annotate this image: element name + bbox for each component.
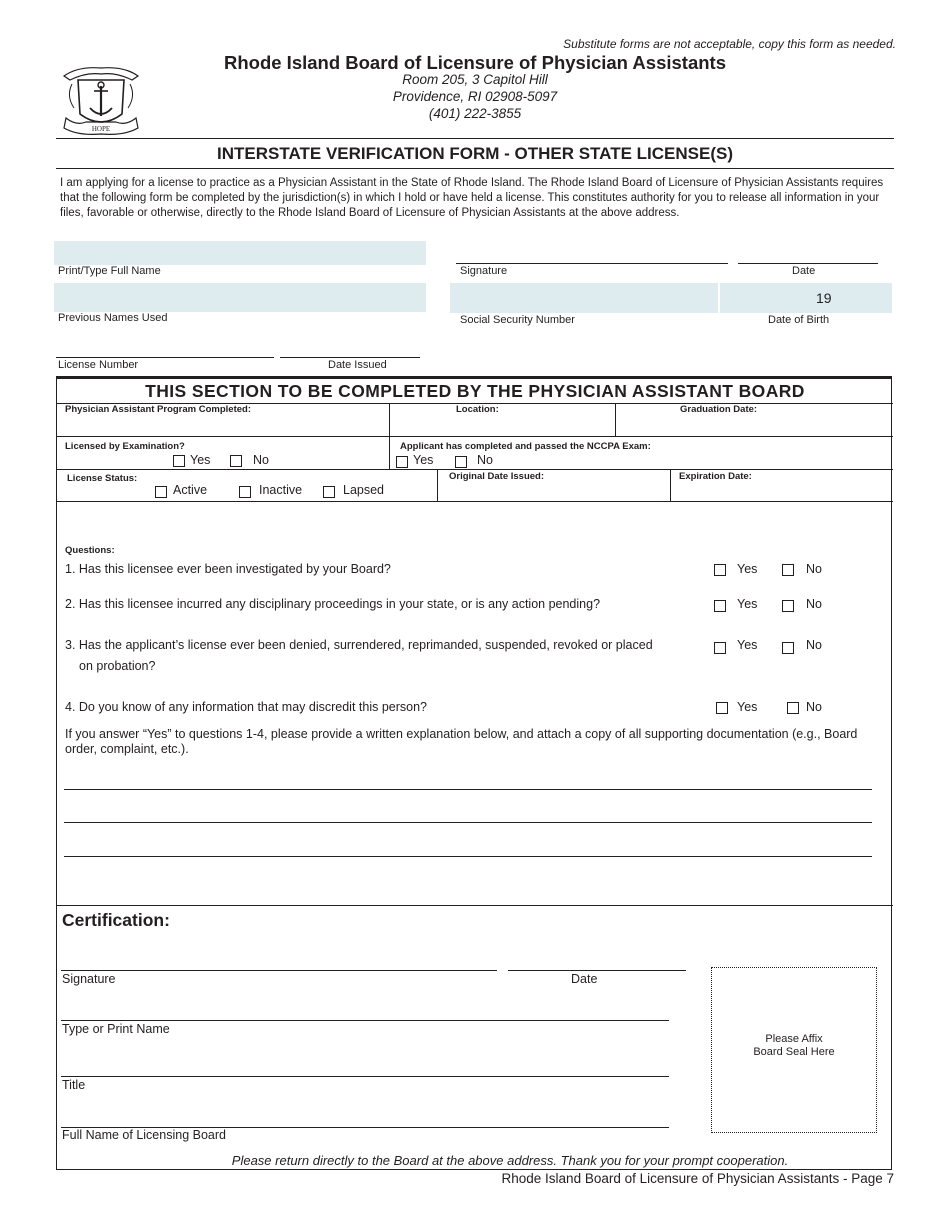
dob-label: Date of Birth (768, 314, 830, 326)
intro-paragraph: I am applying for a license to practice as a Physician Assistant in the State of Rhode Island. The Rhode Island Board of Licensure of Physician Assistants requires that the following form be completed by the jurisdiction(s) in which I hold or have held a license. This constitutes authority for you to release all information in your files, favorable or otherwise, directly to the Rhode Island Board of Licensure of Physician Assistants at the above address. (60, 177, 884, 219)
address-line-2: Providence, RI 02908-5097 (392, 89, 558, 104)
dob-field[interactable] (720, 283, 892, 313)
certification-heading: Certification: (62, 910, 170, 930)
explanation-line-1[interactable] (64, 789, 872, 790)
row1-bottom-rule (56, 436, 893, 437)
q2-yes-checkbox[interactable] (714, 600, 726, 612)
seal-motto: HOPE (91, 125, 111, 133)
certification-divider (56, 905, 893, 906)
q3-no-checkbox[interactable] (782, 642, 794, 654)
exam-no-checkbox[interactable] (230, 455, 242, 467)
applicant-signature-line[interactable] (456, 263, 728, 264)
q2-no-label: No (806, 597, 822, 611)
explanation-instructions: If you answer “Yes” to questions 1-4, please provide a written explanation below, and attach a copy of all supporting documentation (e.g., Board order, complaint, etc.). (65, 727, 858, 756)
q3-yes-label: Yes (737, 638, 758, 652)
title-bottom-rule (56, 168, 894, 169)
date-issued-label: Date Issued (328, 359, 387, 371)
status-inactive-label: Inactive (259, 483, 303, 497)
dob-value: 19 (816, 290, 832, 306)
cert-print-name-line[interactable] (61, 1020, 669, 1021)
applicant-date-line[interactable] (738, 263, 878, 264)
row2-divider (389, 436, 390, 469)
exam-yes-label: Yes (190, 453, 211, 467)
q4-no-checkbox[interactable] (787, 702, 799, 714)
explanation-line-3[interactable] (64, 856, 872, 857)
cert-title-label: Title (62, 1078, 86, 1092)
return-note: Please return directly to the Board at the above address. Thank you for your prompt cooperation. (231, 1153, 789, 1168)
nccpa-no-label: No (477, 453, 493, 467)
nccpa-no-checkbox[interactable] (455, 456, 467, 468)
exam-yes-checkbox[interactable] (173, 455, 185, 467)
license-number-label: License Number (58, 359, 139, 371)
exam-label: Licensed by Examination? (65, 441, 185, 452)
status-lapsed-checkbox[interactable] (323, 486, 335, 498)
program-label: Physician Assistant Program Completed: (65, 404, 252, 415)
title-top-rule (56, 138, 894, 139)
row1-divider-b (615, 403, 616, 436)
question-2: 2. Has this licensee incurred any disciplinary proceedings in your state, or is any action pending? (65, 597, 601, 611)
q1-yes-checkbox[interactable] (714, 564, 726, 576)
applicant-signature-label: Signature (460, 265, 508, 277)
cert-print-name-label: Type or Print Name (62, 1022, 170, 1036)
q2-yes-label: Yes (737, 597, 758, 611)
q3-yes-checkbox[interactable] (714, 642, 726, 654)
ssn-field[interactable] (450, 283, 718, 313)
cert-signature-line[interactable] (61, 970, 497, 971)
orig-issued-label: Original Date Issued: (449, 471, 545, 482)
address-line-1: Room 205, 3 Capitol Hill (402, 72, 548, 87)
status-active-label: Active (173, 483, 208, 497)
cert-board-name-label: Full Name of Licensing Board (62, 1128, 226, 1142)
page-footer: Rhode Island Board of Licensure of Physician Assistants - Page 7 (501, 1171, 894, 1186)
date-issued-line[interactable] (280, 357, 420, 358)
form-title: INTERSTATE VERIFICATION FORM - OTHER STATE LICENSE(S) (217, 144, 733, 163)
license-number-line[interactable] (56, 357, 274, 358)
q1-no-label: No (806, 562, 822, 576)
q4-yes-checkbox[interactable] (716, 702, 728, 714)
cert-date-line[interactable] (508, 970, 686, 971)
question-1: 1. Has this licensee ever been investigated by your Board? (65, 562, 391, 576)
status-active-checkbox[interactable] (155, 486, 167, 498)
previous-names-field[interactable] (54, 283, 426, 312)
status-lapsed-label: Lapsed (343, 483, 385, 497)
row3-divider-b (670, 469, 671, 502)
questions-heading: Questions: (65, 545, 115, 556)
ssn-label: Social Security Number (460, 314, 575, 326)
q3-no-label: No (806, 638, 822, 652)
phone-number: (401) 222-3855 (428, 106, 522, 121)
q1-no-checkbox[interactable] (782, 564, 794, 576)
seal-instruction-line-1: Please Affix (765, 1033, 823, 1045)
q4-yes-label: Yes (737, 700, 758, 714)
row3-divider-a (437, 469, 438, 502)
exam-no-label: No (253, 453, 269, 467)
question-3-line-2: on probation? (79, 659, 156, 673)
nccpa-yes-checkbox[interactable] (396, 456, 408, 468)
full-name-label: Print/Type Full Name (58, 265, 161, 277)
nccpa-label: Applicant has completed and passed the NCCPA Exam: (400, 441, 651, 452)
previous-names-label: Previous Names Used (58, 312, 168, 324)
board-section-title: THIS SECTION TO BE COMPLETED BY THE PHYSICIAN ASSISTANT BOARD (145, 381, 805, 401)
nccpa-yes-label: Yes (413, 453, 434, 467)
seal-instruction-line-2: Board Seal Here (753, 1046, 835, 1058)
q1-yes-label: Yes (737, 562, 758, 576)
cert-title-line[interactable] (61, 1076, 669, 1077)
q2-no-checkbox[interactable] (782, 600, 794, 612)
q4-no-label: No (806, 700, 822, 714)
question-3-line-1: 3. Has the applicant’s license ever been denied, surrendered, reprimanded, suspended, revoked or placed (65, 638, 653, 652)
graduation-label: Graduation Date: (680, 404, 758, 415)
status-label: License Status: (67, 473, 138, 484)
row1-divider-a (389, 403, 390, 436)
question-4: 4. Do you know of any information that may discredit this person? (65, 700, 427, 714)
cert-date-label: Date (571, 972, 598, 986)
explanation-line-2[interactable] (64, 822, 872, 823)
substitute-note: Substitute forms are not acceptable, copy this form as needed. (563, 37, 896, 51)
status-inactive-checkbox[interactable] (239, 486, 251, 498)
cert-signature-label: Signature (62, 972, 116, 986)
board-name: Rhode Island Board of Licensure of Physician Assistants (223, 52, 726, 73)
expiration-label: Expiration Date: (679, 471, 752, 482)
location-label: Location: (456, 404, 499, 415)
row2-bottom-rule (56, 469, 893, 470)
row3-bottom-rule (56, 501, 893, 502)
full-name-field[interactable] (54, 241, 426, 265)
applicant-date-label: Date (792, 265, 816, 277)
